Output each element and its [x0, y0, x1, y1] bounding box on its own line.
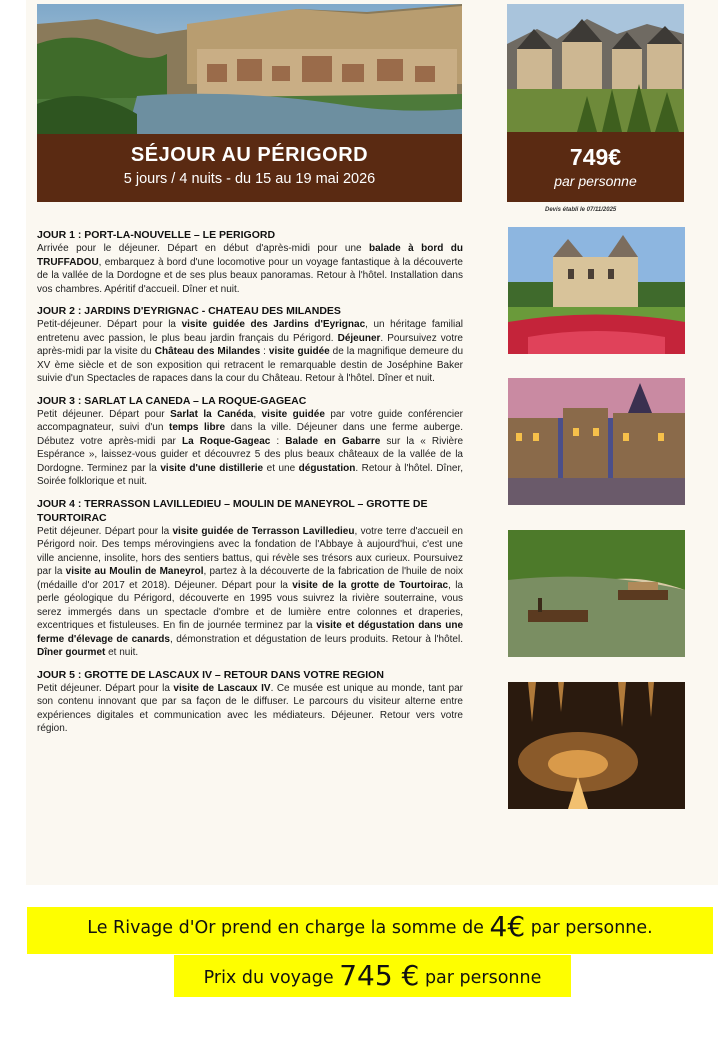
- body-text: de la magnifique demeure du XV ème siècle et de son exposition qui retracent le remarquable destin de Joséphine Baker suivie d'un Spectacles de rapaces dans la cour du Château. Retour à l'hôtel. Dîner et nuit.: [37, 346, 464, 384]
- highlight-text: visite de Lascaux IV: [173, 682, 271, 694]
- body-text: :: [260, 346, 269, 357]
- final-price-suffix: par personne: [419, 968, 542, 988]
- highlight-text: Sarlat la Canéda: [170, 408, 254, 420]
- itinerary: [37, 228, 463, 744]
- body-text: Petit-déjeuner. Départ pour la: [37, 319, 182, 330]
- price-box: [507, 132, 684, 202]
- day-4: [37, 497, 463, 660]
- body-text: Arrivée pour le déjeuner. Départ en début d'après-midi pour une: [37, 243, 370, 254]
- day-5: [37, 668, 463, 736]
- body-text: , un héritage familial entretenu avec passion, le plus beau jardin français du Périgord.: [37, 319, 463, 344]
- highlight-text: La Roque-Gageac: [181, 435, 271, 447]
- contribution-text-after: par personne.: [525, 918, 653, 938]
- body-text: , partez à la découverte de la fabrication de l'huile de noix (médaille d'or 2017 et 2018). Déjeuner. Départ pour la: [37, 566, 463, 591]
- highlight-text: temps libre: [168, 422, 226, 433]
- final-price-line: [174, 955, 571, 997]
- body-text: ,: [253, 408, 262, 420]
- contribution-amount: 4€: [489, 910, 526, 943]
- day-5-title: JOUR 5 : GROTTE DE LASCAUX IV – RETOUR DANS VOTRE REGION: [37, 668, 384, 681]
- photo-chateau-milandes: [508, 227, 685, 354]
- highlight-text: visite au Moulin de Maneyrol: [65, 566, 204, 577]
- day-3-text: [37, 408, 463, 489]
- price-amount: 749€: [569, 144, 622, 170]
- highlight-text: visite et dégustation dans une ferme d'élevage de canards: [37, 620, 464, 645]
- trip-dates: 5 jours / 4 nuits - du 15 au 19 mai 2026: [123, 171, 376, 187]
- day-3-title: JOUR 3 : SARLAT LA CANEDA – LA ROQUE-GAGEAC: [37, 394, 307, 407]
- body-text: Petit déjeuner. Départ pour: [37, 408, 171, 420]
- body-text: , embarquez à bord d'une locomotive pour un voyage fantastique à la découverte de la vallée de la Dordogne et de ses plus beaux panoramas. Retour à l'hôtel. Installation dans vos chambres. Apéritif d'accueil. Dîner et nuit.: [37, 256, 463, 295]
- photo-sarlat-rooftops: [507, 4, 684, 132]
- body-text: , la perle géologique du Périgord, découverte en 1995 vous suivrez la rivière souterraine, vous serez immergés dans un spectacle d'ombre et de lumière entre colonnes et draperies, excentriques et fistuleuses. En fin de journée terminez par la: [37, 579, 463, 631]
- highlight-text: Château des Milandes: [154, 346, 261, 357]
- body-text: . Ce musée est unique au monde, tant par son contenu innovant que par sa façon de le diffuser. Le parcours du visiteur alterne entre expériences digitales et communication avec les médiateurs. Déjeuner. Retour vers votre région.: [37, 682, 463, 734]
- photo-grotte-tourtoirac: [508, 682, 685, 809]
- body-text: Petit déjeuner. Départ pour la: [37, 525, 173, 537]
- day-1-title: JOUR 1 : PORT-LA-NOUVELLE – LE PERIGORD: [37, 229, 276, 241]
- photo-gabarre-river: [508, 530, 685, 657]
- contribution-text-before: Le Rivage d'Or prend en charge la somme de: [87, 918, 490, 938]
- highlight-text: visite guidée de Terrasson Lavilledieu: [172, 525, 355, 537]
- body-text: et une: [263, 462, 299, 474]
- highlight-text: visite guidée: [261, 408, 325, 420]
- highlight-text: visite guidée: [268, 346, 330, 357]
- day-3: [37, 394, 463, 489]
- highlight-text: Dîner gourmet: [37, 647, 106, 658]
- body-text: . Poursuivez votre après-midi par la visite du: [37, 332, 463, 357]
- day-2-text: [37, 318, 463, 386]
- quote-date: Devis établi le 07/11/2025: [545, 207, 617, 213]
- highlight-text: dégustation: [298, 462, 356, 474]
- price-per-person: par personne: [554, 173, 637, 189]
- body-text: sur la « Rivière Espérance », laissez-vous guider et découvrez 5 des plus beaux châteaux de la vallée de la Dordogne. Terminez par la: [37, 435, 464, 474]
- day-1-text: [37, 242, 463, 296]
- trip-title: SÉJOUR AU PÉRIGORD: [130, 144, 369, 166]
- highlight-text: balade à bord du TRUFFADOU: [37, 243, 464, 268]
- day-1: [37, 228, 463, 296]
- body-text: , votre terre d'accueil en Périgord noir. Des temps mérovingiens avec la fondation de l'Abbaye à aujourd'hui, c'est une ville ancienne, insolite, hors des sentiers battus, qui révèle ses trésors aux curieux. Poursuivez par la: [37, 525, 463, 577]
- highlight-text: visite d'une distillerie: [160, 462, 264, 474]
- highlight-text: Déjeuner: [337, 332, 381, 344]
- final-price-label: Prix du voyage: [203, 968, 340, 988]
- body-text: dans la ville. Déjeuner dans une ferme auberge. Débutez votre après-midi par: [37, 422, 463, 447]
- hero-photo-village: [37, 4, 462, 134]
- final-price-amount: 745 €: [339, 959, 420, 992]
- body-text: . Retour à l'hôtel. Dîner, Soirée folklorique et nuit.: [37, 462, 463, 487]
- highlight-text: visite de la grotte de Tourtoirac: [292, 579, 449, 591]
- day-4-text: [37, 525, 463, 660]
- body-text: , démonstration et dégustation de leurs produits. Retour à l'hôtel.: [169, 633, 463, 645]
- body-text: par votre guide conférencier accompagnateur, suivi d'un: [37, 408, 463, 433]
- body-text: :: [270, 435, 286, 447]
- body-text: Petit déjeuner. Départ pour la: [37, 682, 174, 694]
- day-4-title: JOUR 4 : TERRASSON LAVILLEDIEU – MOULIN DE MANEYROL – GROTTE DE TOURTOIRAC: [37, 497, 428, 524]
- highlight-text: Balade en Gabarre: [285, 435, 381, 447]
- day-2: [37, 304, 463, 386]
- title-banner: [37, 134, 462, 202]
- photo-sarlat-night: [508, 378, 685, 505]
- day-5-text: [37, 682, 463, 736]
- contribution-note: [27, 910, 713, 943]
- body-text: et nuit.: [105, 647, 139, 658]
- day-2-title: JOUR 2 : JARDINS D'EYRIGNAC - CHATEAU DES MILANDES: [37, 305, 341, 317]
- highlight-text: visite guidée des Jardins d'Eyrignac: [181, 319, 366, 330]
